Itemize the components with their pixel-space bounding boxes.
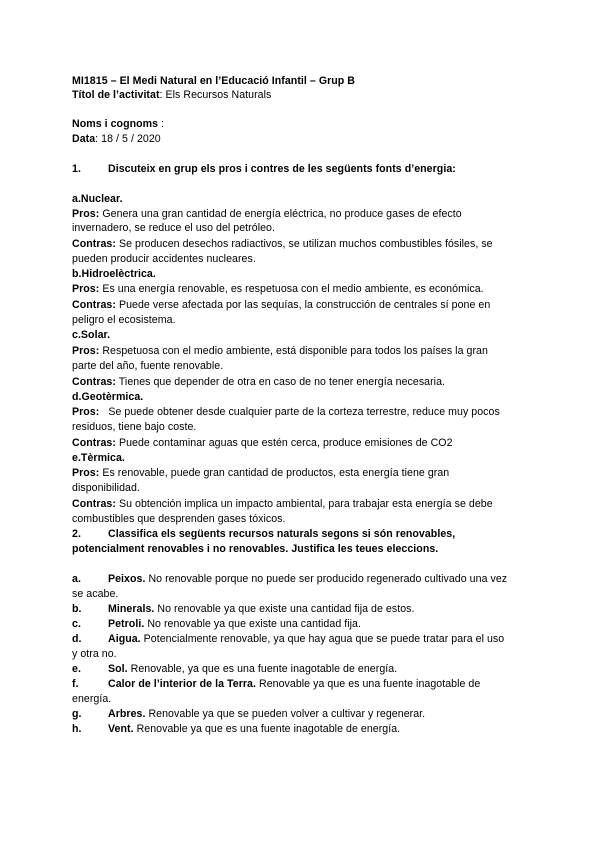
item-letter: e.	[72, 663, 81, 675]
section-nuclear-pros	[72, 207, 462, 221]
section-geothermal-pros-cont: residuos, tiene bajo coste.	[72, 421, 197, 433]
names-value: :	[158, 118, 165, 130]
section-geothermal-pros	[72, 405, 500, 419]
activity-title-line	[72, 88, 271, 102]
item-name: Sol.	[108, 663, 128, 675]
item-text: No renovable ya que existe una cantidad fija.	[147, 618, 361, 630]
contras-text: Puede contaminar aguas que estén cerca, produce emisiones de CO2	[118, 437, 453, 449]
activity-title-label: Títol de l’activitat	[72, 89, 160, 101]
question-2-text-cont: potencialment renovables i no renovables. Justifica les teues eleccions.	[72, 543, 439, 555]
item-text: No renovable porque no puede ser producido regenerado cultivado una vez	[148, 573, 508, 585]
section-thermal-pros-cont: disponibilidad.	[72, 482, 140, 494]
pros-text: Se puede obtener desde cualquier parte de la corteza terrestre, reduce muy pocos	[108, 406, 500, 418]
item-name: Vent.	[108, 723, 134, 735]
section-solar-pros	[72, 344, 488, 358]
section-hydro-contras-cont: peligro el ecosistema.	[72, 314, 176, 326]
item-name: Petroli.	[108, 618, 145, 630]
item-letter: g.	[72, 708, 82, 720]
item-text: No renovable ya que existe una cantidad fija de estos.	[157, 603, 415, 615]
date-value: : 18 / 5 / 2020	[95, 133, 161, 145]
item-name: Arbres.	[108, 708, 146, 720]
section-nuclear-contras-cont: pueden producir accidentes nucleares.	[72, 253, 256, 265]
names-label: Noms i cognoms	[72, 118, 159, 130]
section-geothermal-title: d.Geotèrmica.	[72, 391, 144, 403]
item-oil	[108, 617, 361, 631]
item-water	[108, 632, 504, 646]
section-hydro-contras	[72, 298, 490, 312]
item-water-cont: y otra no.	[72, 648, 117, 660]
section-thermal-pros	[72, 466, 449, 480]
section-thermal-contras	[72, 497, 493, 511]
item-letter: h.	[72, 723, 82, 735]
section-nuclear-title: a.Nuclear.	[72, 193, 123, 205]
pros-text: Es una energía renovable, es respetuosa con el medio ambiente, es económica.	[102, 283, 484, 295]
pros-text: Respetuosa con el medio ambiente, está disponible para todos los países la gran	[102, 345, 488, 357]
contras-label: Contras:	[72, 437, 116, 449]
item-minerals	[108, 602, 415, 616]
date-line	[72, 132, 161, 146]
pros-label: Pros:	[72, 345, 100, 357]
contras-label: Contras:	[72, 498, 116, 510]
pros-label: Pros:	[72, 283, 100, 295]
item-letter: c.	[72, 618, 81, 630]
contras-label: Contras:	[72, 238, 116, 250]
pros-text: Genera una gran cantidad de energía eléctrica, no produce gases de efecto	[102, 208, 462, 220]
section-thermal-title: e.Tèrmica.	[72, 452, 125, 464]
pros-label: Pros:	[72, 467, 100, 479]
item-name: Minerals.	[108, 603, 155, 615]
item-text: Renovable ya que es una fuente inagotable de energía.	[136, 723, 401, 735]
item-earth-heat-cont: energía.	[72, 693, 112, 705]
section-hydro-pros	[72, 282, 484, 296]
item-trees	[108, 707, 425, 721]
contras-text: Tienes que depender de otra en caso de no tener energía necesaria.	[118, 376, 446, 388]
item-text: Potencialmente renovable, ya que hay agua que se puede tratar para el uso	[143, 633, 505, 645]
section-nuclear-contras	[72, 237, 493, 251]
item-fish-cont: se acabe.	[72, 588, 119, 600]
contras-text: Puede verse afectada por las sequías, la construcción de centrales sí pone en	[118, 299, 491, 311]
item-wind	[108, 722, 400, 736]
pros-label: Pros:	[72, 208, 100, 220]
contras-label: Contras:	[72, 299, 116, 311]
item-letter: f.	[72, 678, 79, 690]
contras-label: Contras:	[72, 376, 116, 388]
course-heading: MI1815 – El Medi Natural en l’Educació Infantil – Grup B	[72, 75, 356, 87]
section-thermal-contras-cont: combustibles que desprenden gases tóxicos.	[72, 513, 286, 525]
section-hydro-title: b.Hidroelèctrica.	[72, 268, 156, 280]
date-label: Data	[72, 133, 96, 145]
item-fish	[108, 572, 507, 586]
item-letter: d.	[72, 633, 82, 645]
item-text: Renovable ya que es una fuente inagotable de	[259, 678, 481, 690]
question-1-text: Discuteix en grup els pros i contres de les següents fonts d’energia:	[108, 163, 456, 175]
question-2-text: Classifica els següents recursos naturals segons si són renovables,	[108, 528, 456, 540]
item-text: Renovable ya que se pueden volver a cultivar y regenerar.	[148, 708, 426, 720]
pros-text: Es renovable, puede gran cantidad de productos, esta energía tiene gran	[102, 467, 450, 479]
contras-text: Se producen desechos radiactivos, se utilizan muchos combustibles fósiles, se	[118, 238, 493, 250]
item-name: Peixos.	[108, 573, 146, 585]
activity-title-value: : Els Recursos Naturals	[159, 89, 272, 101]
item-name: Aigua.	[108, 633, 141, 645]
item-text: Renovable, ya que es una fuente inagotable de energía.	[130, 663, 398, 675]
section-geothermal-contras	[72, 436, 453, 450]
question-1-number: 1.	[72, 163, 81, 175]
section-solar-contras	[72, 375, 445, 389]
section-solar-pros-cont: parte del año, fuente renovable.	[72, 360, 224, 372]
section-nuclear-pros-cont: invernadero, se reduce el uso del petróleo.	[72, 222, 275, 234]
section-solar-title: c.Solar.	[72, 329, 111, 341]
item-name: Calor de l’interior de la Terra.	[108, 678, 256, 690]
pros-label: Pros:	[72, 406, 100, 418]
item-sun	[108, 662, 397, 676]
item-earth-heat	[108, 677, 480, 691]
names-line	[72, 117, 164, 131]
item-letter: a.	[72, 573, 81, 585]
item-letter: b.	[72, 603, 82, 615]
question-2-number: 2.	[72, 528, 81, 540]
contras-text: Su obtención implica un impacto ambiental, para trabajar esta energía se debe	[118, 498, 493, 510]
